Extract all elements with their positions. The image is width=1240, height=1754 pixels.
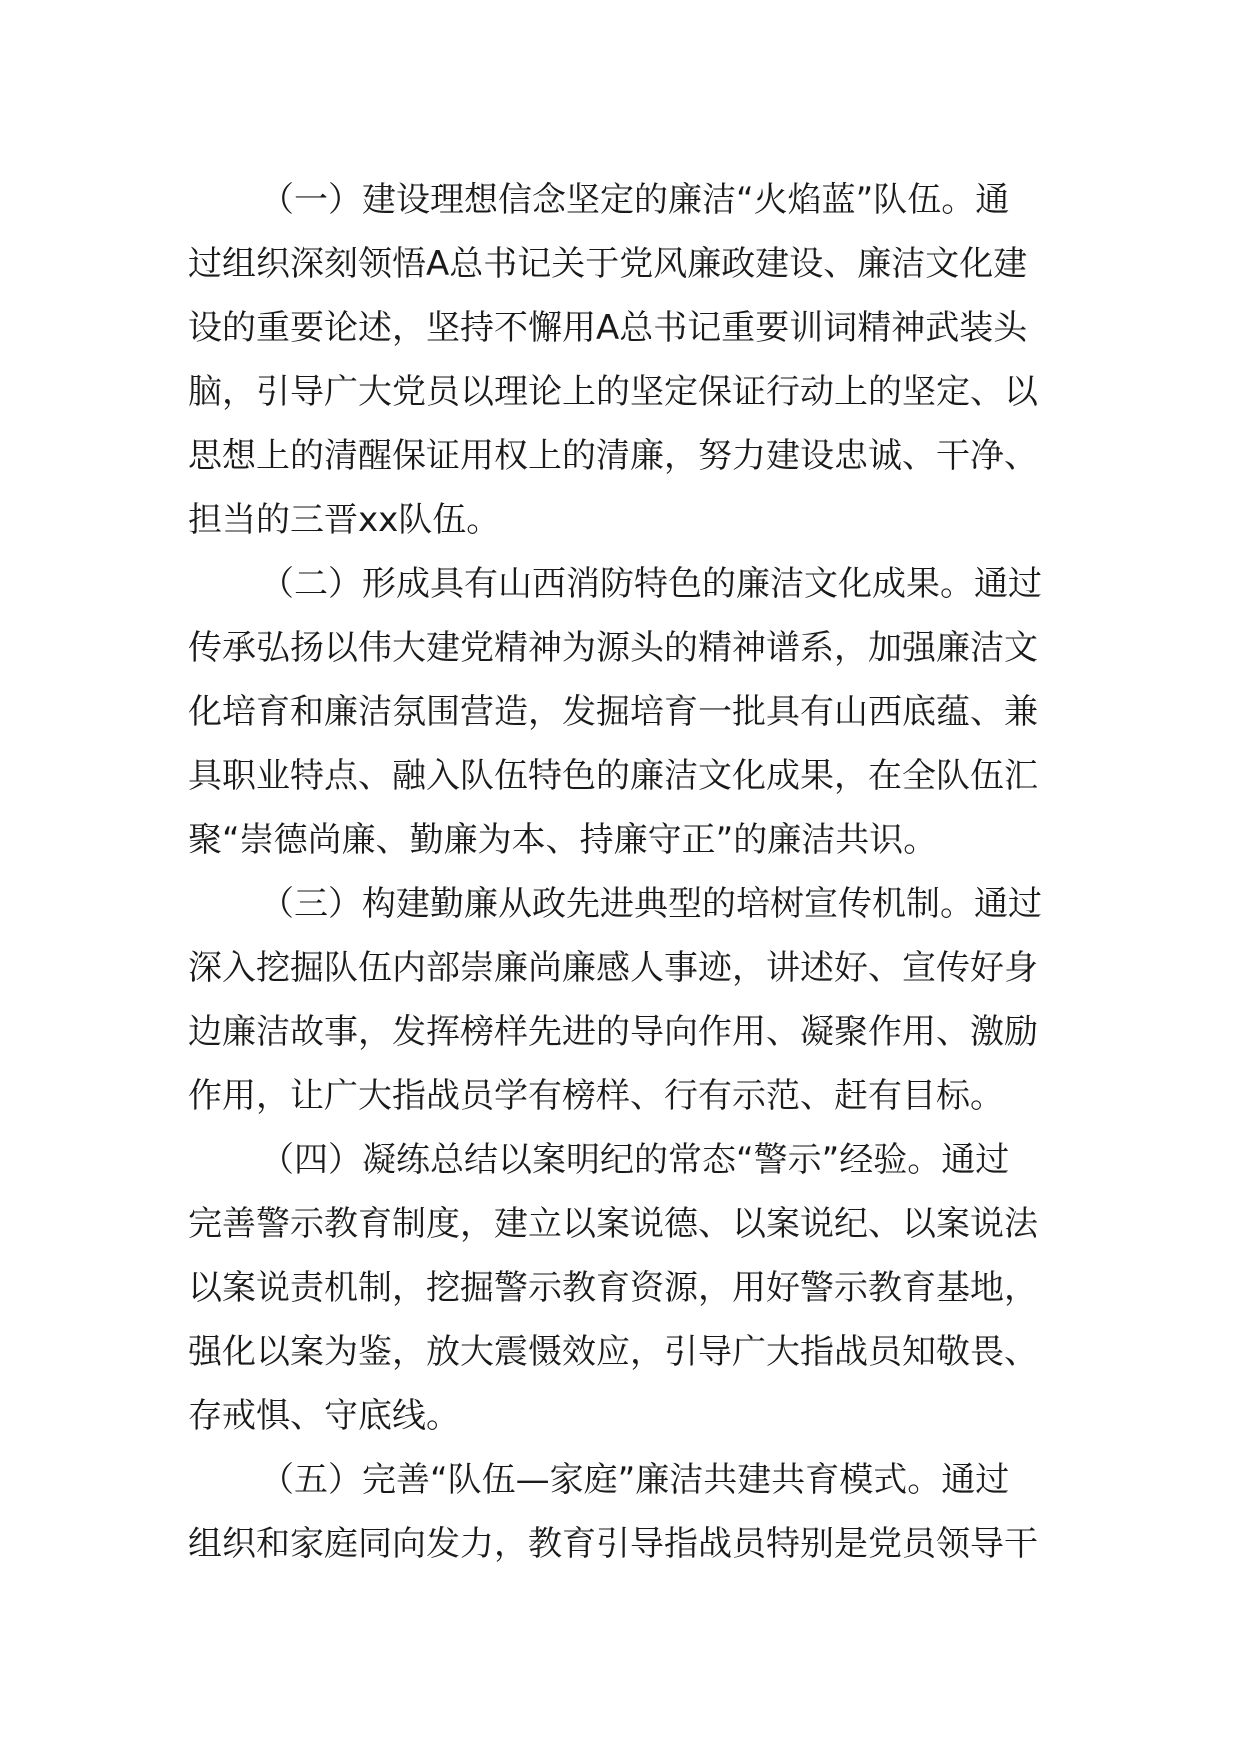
paragraph-4-line-4: 强化以案为鉴，放大震慑效应，引导广大指战员知敬畏、: [188, 1332, 1038, 1372]
paragraph-4-line-3: 以案说责机制，挖掘警示教育资源，用好警示教育基地，: [188, 1268, 1038, 1308]
paragraph-4-line-1: （四）凝练总结以案明纪的常态“警示”经验。通过: [260, 1140, 1010, 1180]
document-body: [188, 168, 1056, 1576]
paragraph-1-line-2: 过组织深刻领悟A总书记关于党风廉政建设、廉洁文化建: [188, 244, 1028, 284]
paragraph-3-line-1: （三）构建勤廉从政先进典型的培树宣传机制。通过: [260, 884, 1042, 924]
paragraph-2-line-4: 具职业特点、融入队伍特色的廉洁文化成果，在全队伍汇: [188, 756, 1038, 796]
paragraph-3-line-3: 边廉洁故事，发挥榜样先进的导向作用、凝聚作用、激励: [188, 1012, 1038, 1052]
paragraph-1-line-1: （一）建设理想信念坚定的廉洁“火焰蓝”队伍。通: [260, 180, 1010, 220]
paragraph-2-line-2: 传承弘扬以伟大建党精神为源头的精神谱系，加强廉洁文: [188, 628, 1038, 668]
paragraph-3-line-2: 深入挖掘队伍内部崇廉尚廉感人事迹，讲述好、宣传好身: [188, 948, 1038, 988]
paragraph-1-line-6: 担当的三晋xx队伍。: [188, 500, 501, 540]
paragraph-2-line-1: （二）形成具有山西消防特色的廉洁文化成果。通过: [260, 564, 1042, 604]
paragraph-5-line-1: （五）完善“队伍—家庭”廉洁共建共育模式。通过: [260, 1460, 1010, 1500]
paragraph-2-line-3: 化培育和廉洁氛围营造，发掘培育一批具有山西底蕴、兼: [188, 692, 1038, 732]
paragraph-4-line-5: 存戒惧、守底线。: [188, 1396, 460, 1436]
paragraph-1-line-5: 思想上的清醒保证用权上的清廉，努力建设忠诚、干净、: [188, 436, 1038, 476]
paragraph-3-line-4: 作用，让广大指战员学有榜样、行有示范、赶有目标。: [188, 1076, 1004, 1116]
paragraph-1-line-3: 设的重要论述，坚持不懈用A总书记重要训词精神武装头: [188, 308, 1028, 348]
paragraph-5-line-2: 组织和家庭同向发力，教育引导指战员特别是党员领导干: [188, 1524, 1038, 1564]
paragraph-4-line-2: 完善警示教育制度，建立以案说德、以案说纪、以案说法: [188, 1204, 1038, 1244]
paragraph-2-line-5: 聚“崇德尚廉、勤廉为本、持廉守正”的廉洁共识。: [188, 820, 938, 860]
paragraph-1-line-4: 脑，引导广大党员以理论上的坚定保证行动上的坚定、以: [188, 372, 1038, 412]
